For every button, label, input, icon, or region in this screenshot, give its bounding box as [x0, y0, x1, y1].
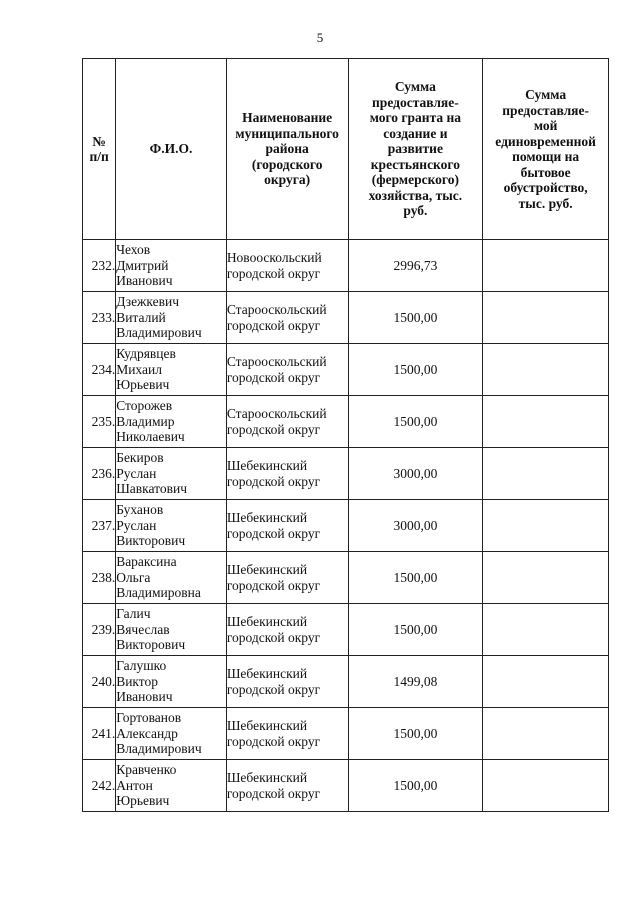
recipient-name-line: Галушко [116, 658, 167, 674]
household-aid-amount [483, 708, 609, 760]
household-aid-amount [483, 656, 609, 708]
recipient-name-line: Юрьевич [116, 793, 170, 809]
district-name-line: Шебекинский [226, 614, 308, 629]
row-number: 239. [83, 604, 116, 656]
recipient-name-line: Дмитрий [116, 257, 169, 273]
district-name-line: Старооскольский [226, 354, 327, 369]
district-name-line: городской округ [226, 681, 321, 697]
header-grant-line: создание и [383, 125, 448, 141]
header-number-line: п/п [89, 149, 109, 164]
district-name [226, 292, 348, 344]
table-row [83, 396, 609, 448]
recipient-name [116, 604, 227, 656]
header-grant-line: (фермерского) [371, 172, 459, 188]
row-number: 232. [83, 240, 116, 292]
district-name-line: городской округ [226, 577, 321, 593]
recipient-name-line: Шавкатович [116, 481, 188, 497]
row-number: 238. [83, 552, 116, 604]
district-name-line: Шебекинский [226, 562, 308, 577]
household-aid-amount [483, 448, 609, 500]
recipient-name-line: Вячеслав [116, 621, 170, 637]
header-number [83, 59, 116, 240]
household-aid-amount [483, 760, 609, 812]
recipient-name-line: Антон [116, 777, 153, 793]
recipient-name [116, 292, 227, 344]
district-name [226, 604, 348, 656]
district-name-line: городской округ [226, 733, 321, 749]
page-number: 5 [316, 30, 324, 45]
recipient-name-line: Михаил [116, 361, 162, 377]
row-number: 241. [83, 708, 116, 760]
recipient-name-line: Гортованов [116, 710, 182, 726]
header-district-line: муниципального [235, 125, 339, 141]
household-aid-amount [483, 344, 609, 396]
recipient-name-line: Руслан [116, 517, 157, 533]
header-grant-line: крестьянского [370, 156, 460, 172]
district-name-line: городской округ [226, 629, 321, 645]
district-name [226, 500, 348, 552]
header-help-line: тыс. руб. [518, 195, 573, 211]
header-number-line: № [92, 133, 106, 149]
recipient-name-line: Владимирович [116, 741, 202, 757]
header-grant-line: развитие [387, 141, 443, 157]
district-name-line: городской округ [226, 473, 321, 489]
recipient-name-line: Владимирович [116, 325, 202, 341]
recipient-name [116, 500, 227, 552]
header-help-line: бытовое [520, 164, 571, 180]
recipient-name-line: Николаевич [116, 429, 185, 445]
table-row [83, 656, 609, 708]
district-name [226, 396, 348, 448]
header-fio-line: Ф.И.О. [149, 141, 193, 157]
grant-amount: 3000,00 [348, 500, 483, 552]
recipient-name [116, 552, 227, 604]
header-district [226, 59, 348, 240]
district-name-line: городской округ [226, 317, 321, 333]
table-row [83, 448, 609, 500]
recipient-name-line: Галич [116, 606, 151, 622]
recipient-name-line: Чехов [116, 242, 151, 258]
district-name [226, 708, 348, 760]
recipient-name-line: Сторожев [116, 398, 173, 414]
recipient-name [116, 344, 227, 396]
household-aid-amount [483, 292, 609, 344]
district-name-line: городской округ [226, 265, 321, 281]
grant-amount: 1500,00 [348, 396, 483, 448]
table-row [83, 760, 609, 812]
district-name [226, 760, 348, 812]
table-row [83, 500, 609, 552]
grant-amount: 1500,00 [348, 292, 483, 344]
row-number: 233. [83, 292, 116, 344]
household-aid-amount [483, 604, 609, 656]
household-aid-amount [483, 240, 609, 292]
grant-amount: 2996,73 [348, 240, 483, 292]
header-help-line: единовременной [495, 133, 596, 149]
header-fio [116, 59, 227, 240]
household-aid-amount [483, 552, 609, 604]
table-body [83, 240, 609, 812]
district-name-line: Шебекинский [226, 770, 308, 785]
recipient-name-line: Кудрявцев [116, 346, 176, 362]
district-name-line: Новооскольский [226, 250, 322, 265]
recipient-name [116, 240, 227, 292]
row-number: 235. [83, 396, 116, 448]
district-name [226, 240, 348, 292]
header-help [483, 59, 609, 240]
grant-amount: 1500,00 [348, 604, 483, 656]
district-name-line: городской округ [226, 525, 321, 541]
recipient-name-line: Александр [116, 725, 178, 741]
recipient-name [116, 760, 227, 812]
recipient-name-line: Вараксина [116, 554, 177, 570]
district-name [226, 656, 348, 708]
row-number: 234. [83, 344, 116, 396]
recipient-name-line: Владимировна [116, 585, 201, 601]
header-help-line: Сумма [525, 87, 567, 102]
table-row [83, 344, 609, 396]
recipient-name-line: Руслан [116, 465, 157, 481]
table-row [83, 604, 609, 656]
header-district-line: района [265, 141, 309, 157]
grant-amount: 1500,00 [348, 708, 483, 760]
district-name [226, 344, 348, 396]
recipient-name-line: Буханов [116, 502, 164, 518]
table-row [83, 292, 609, 344]
recipient-name-line: Дзежкевич [116, 294, 179, 310]
header-grant-line: мого гранта на [369, 110, 462, 126]
recipient-name-line: Ольга [116, 569, 151, 585]
district-name-line: Шебекинский [226, 718, 308, 733]
district-name-line: Шебекинский [226, 510, 308, 525]
recipient-name-line: Кравченко [116, 762, 177, 778]
recipient-name-line: Викторович [116, 533, 186, 549]
row-number: 236. [83, 448, 116, 500]
header-help-line: обустройство, [503, 180, 588, 195]
recipient-name-line: Юрьевич [116, 377, 170, 393]
header-grant-line: хозяйства, тыс. [368, 187, 463, 203]
header-district-line: Наименование [242, 110, 333, 126]
district-name-line: Шебекинский [226, 666, 308, 681]
household-aid-amount [483, 396, 609, 448]
row-number: 242. [83, 760, 116, 812]
header-grant-line: руб. [403, 203, 428, 219]
header-district-line: округа) [264, 172, 311, 188]
district-name-line: городской округ [226, 421, 321, 437]
recipients-table [82, 58, 609, 812]
header-grant [348, 59, 483, 240]
header-grant-line: Сумма [394, 79, 436, 95]
district-name [226, 448, 348, 500]
recipient-name-line: Иванович [116, 689, 173, 705]
header-help-line: помощи на [512, 149, 580, 164]
recipient-name-line: Виталий [116, 309, 166, 325]
table-row [83, 240, 609, 292]
grant-amount: 1500,00 [348, 344, 483, 396]
district-name-line: городской округ [226, 369, 321, 385]
district-name [226, 552, 348, 604]
grant-amount: 3000,00 [348, 448, 483, 500]
district-name-line: Старооскольский [226, 406, 327, 421]
recipient-name-line: Бекиров [116, 450, 164, 466]
header-district-line: (городского [251, 156, 323, 172]
recipient-name [116, 656, 227, 708]
row-number: 237. [83, 500, 116, 552]
header-help-line: предоставляе- [502, 102, 589, 118]
grant-amount: 1500,00 [348, 552, 483, 604]
recipient-name-line: Викторович [116, 637, 186, 653]
recipient-name [116, 448, 227, 500]
recipient-name-line: Владимир [116, 413, 175, 429]
recipient-name [116, 708, 227, 760]
table-header [83, 59, 609, 240]
header-help-line: мой [533, 118, 558, 133]
table-row [83, 552, 609, 604]
recipient-name-line: Виктор [116, 673, 159, 689]
recipient-name-line: Иванович [116, 273, 173, 289]
header-grant-line: предоставляе- [372, 94, 459, 110]
recipient-name [116, 396, 227, 448]
district-name-line: Шебекинский [226, 458, 308, 473]
household-aid-amount [483, 500, 609, 552]
grant-amount: 1500,00 [348, 760, 483, 812]
district-name-line: городской округ [226, 785, 321, 801]
row-number: 240. [83, 656, 116, 708]
district-name-line: Старооскольский [226, 302, 327, 317]
table-row [83, 708, 609, 760]
grant-amount: 1499,08 [348, 656, 483, 708]
